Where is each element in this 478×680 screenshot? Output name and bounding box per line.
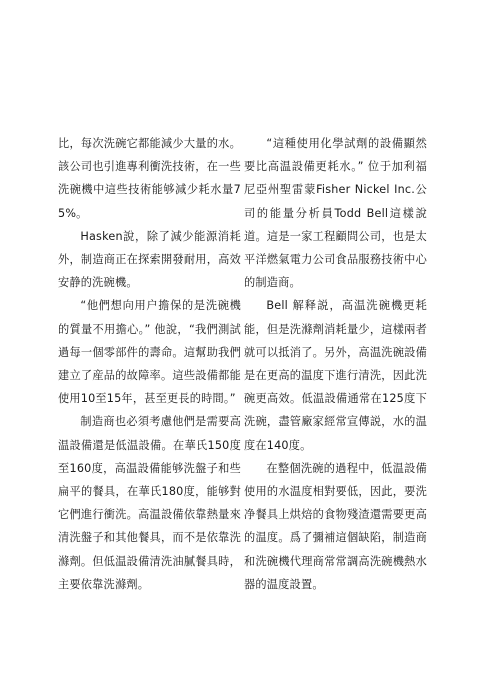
paragraph: “他們想向用户擔保的是洗碗機的質量不用擔心。” 他說，“我們測試過每一個零部件的壽命。這幫助我們建立了産品的故障率。這些設備都能使用10至15年，甚至更長的時間。” <box>58 299 241 406</box>
paragraph: Bell 解释説，高温洗碗機更耗能，但是洗滌劑消耗量少，這樣兩者就可以抵消了。另外，高温洗碗設備是在更高的温度下進行清洗，因此洗碗更高效。低温設備通常在125度下洗碗，盡管廠家經常宣傳説，水的温度在140度。 <box>244 299 427 452</box>
paragraph: “這種使用化學試劑的設備顯然要比高温設備更耗水。” 位于加利福尼亞州聖雷蒙Fisher Nickel Inc.公司的能量分析員Todd Bell這樣說道。這是一家工程顧問公司，也是太平洋燃氣電力公司食品服務技術中心的制造商。 <box>244 137 427 290</box>
paragraph: 在整個洗碗的過程中，低温設備使用的水温度相對要低，因此，要洗净餐具上烘焙的食物殘渣還需要更高的温度。爲了彌補這個缺陷，制造商和洗碗機代理商常常調高洗碗機熱水器的温度設置。 <box>244 461 427 591</box>
left-column <box>58 132 241 596</box>
right-column <box>244 132 427 596</box>
paragraph: 比，每次洗碗它都能減少大量的水。該公司也引進專利衝洗技術，在一些洗碗機中這些技術能够減少耗水量75%。 <box>58 137 241 220</box>
paragraph: 制造商也必須考慮他們是需要高温設備還是低温設備。在華氏150度至160度，高温設備能够洗盤子和些扁平的餐具，在華氏180度，能够對它們進行衝洗。高温設備依靠熱量來清洗盤子和其他餐具，而不是依靠洗滌劑。但低温設備清洗油膩餐具時，主要依靠洗滌劑。 <box>58 415 241 591</box>
paragraph: Hasken說，除了減少能源消耗外，制造商正在探索開發耐用，高效安静的洗碗機。 <box>58 229 241 290</box>
